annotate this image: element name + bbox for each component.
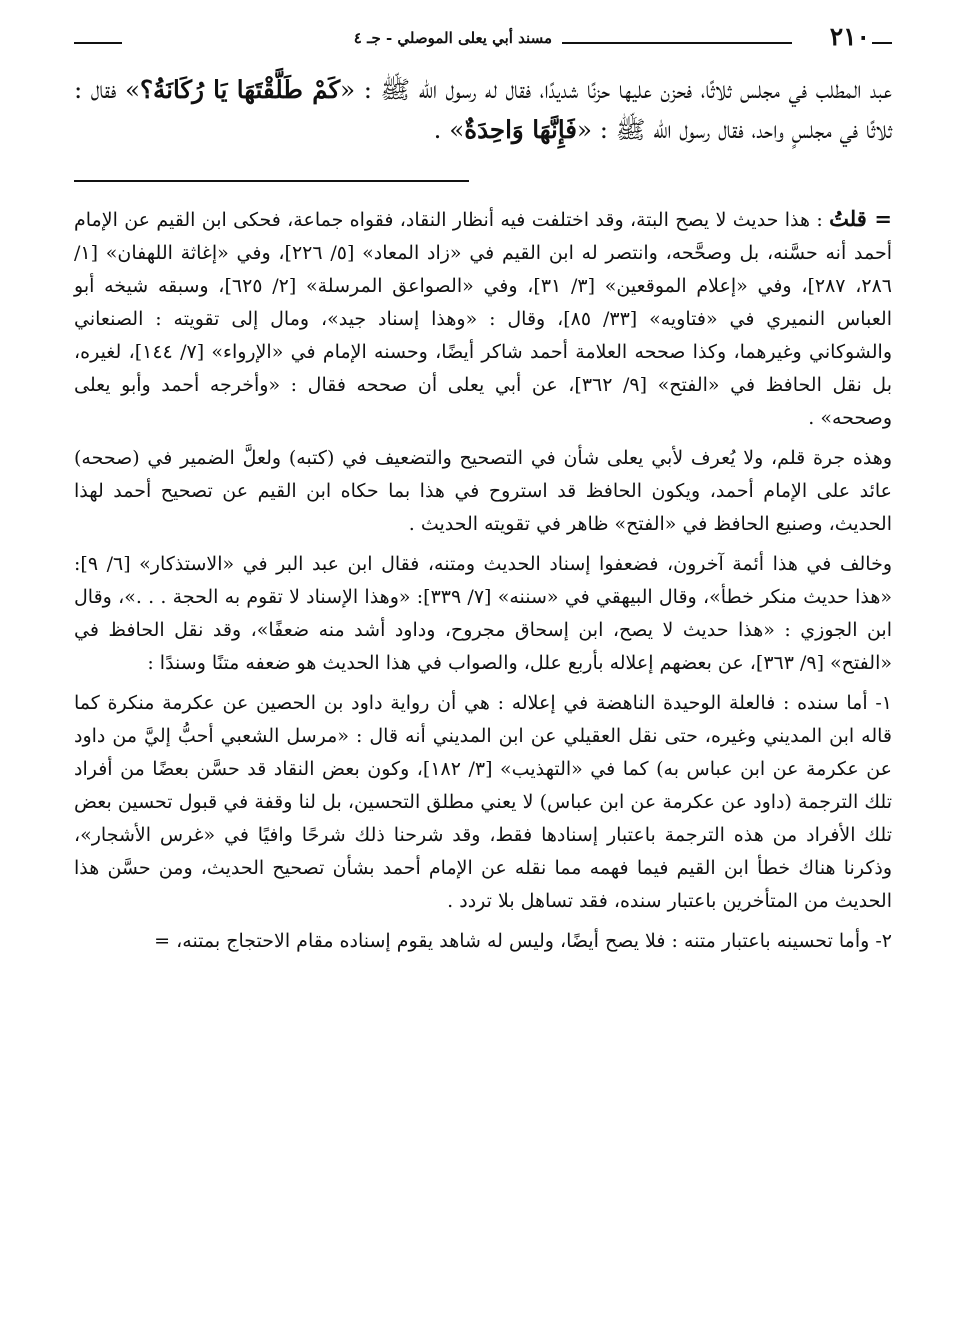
hadith-part-3: » . xyxy=(433,115,465,144)
page-header xyxy=(74,20,892,54)
commentary-paragraph-1-text: : هذا حديث لا يصح البتة، وقد اختلفت فيه أنظار النقاد، فقواه جماعة، فحكى ابن القيم عن الإمام أحمد أنه حسَّنه، بل وصحَّحه، وانتصر له ابن القيم في «زاد المعاد» [٥/ ٢٢٦]، وفي «إغاثة اللهفان» [١/ ٢٨٦، ٢٨٧]، وفي «إعلام الموقعين» [٣/ ٣١]، وفي «الصواعق المرسلة» [٢/ ٦٢٥]، وسبقه شيخه أبو العباس النميري في «فتاويه» [٣٣/ ٨٥]، وقال : «وهذا إسناد جيد»، ومال إلى تقويته : الصنعاني والشوكاني وغيرهما، وكذا صححه العلامة أحمد شاكر أيضًا، وحسنه الإمام في «الإرواء» [٧/ ١٤٤]، لغيره، بل نقل الحافظ في «الفتح» [٩/ ٣٦٢]، عن أبي يعلى أن صححه فقال : «وأخرجه أحمد وأبو يعلى وصححه» . xyxy=(74,209,892,429)
commentary-paragraph-3: وخالف في هذا أئمة آخرون، فضعفوا إسناد الحديث ومتنه، فقال ابن عبد البر في «الاستذكار» [٦/ ٩]: «هذا حديث منكر خطأ»، وقال البيهقي في «سننه» [٧/ ٣٣٩]: «وهذا الإسناد لا تقوم به الحجة . . .»، وقال ابن الجوزي : «هذا حديث لا يصح، ابن إسحاق مجروح، وداود أشد منه ضعفًا»، وقد نقل الحافظ في «الفتح» [٩/ ٣٦٣]، عن بعضهم إعلاله بأربع علل، والصواب في هذا الحديث هو ضعفه متنًا وسندًا : xyxy=(74,553,892,674)
commentary-lead: = قلتُ xyxy=(829,206,893,231)
header-rule-middle xyxy=(562,42,792,44)
commentary xyxy=(74,202,892,965)
hadith-quote-1: كَمْ طَلَّقْتَهَا يَا رُكَانَةُ؟ xyxy=(139,75,341,104)
hadith-part-1: عبد المطلب في مجلس ثلاثًا، فحزن عليها حزنًا شديدًا، فقال له رسول الله ﷺ : « xyxy=(340,75,893,104)
hadith-text xyxy=(74,70,892,150)
commentary-paragraph-1 xyxy=(74,202,892,435)
header-rule-right xyxy=(872,42,892,44)
running-title: مسند أبي يعلى الموصلي - جـ ٤ xyxy=(353,29,552,47)
commentary-paragraph-2: وهذه جرة قلم، ولا يُعرف لأبي يعلى شأن في التصحيح والتضعيف في (كتبه) ولعلَّ الضمير في (صححه) عائد على الإمام أحمد، ويكون الحافظ قد استروح في هذا بما حكاه ابن القيم عن تصحيح أحمد لهذا الحديث، وصنيع الحافظ في «الفتح» ظاهر في تقويته الحديث . xyxy=(74,447,892,535)
book-page xyxy=(74,20,892,1310)
hadith-quote-2: فَإِنَّهَا وَاحِدَةٌ xyxy=(464,115,577,144)
hadith-part-2: » فقال : ثلاثًا في مجلسٍ واحد، فقال رسول الله ﷺ : « xyxy=(74,75,892,144)
commentary-paragraph-5: ٢- وأما تحسينه باعتبار متنه : فلا يصح أيضًا، وليس له شاهد يقوم إسناده مقام الاحتجاج بمتنه، = xyxy=(154,930,892,952)
commentary-paragraph-4: ١- أما سنده : فالعلة الوحيدة الناهضة في إعلاله : هي أن رواية داود بن الحصين عن عكرمة منكرة كما قاله ابن المديني وغيره، حتى نقل العقيلي عن ابن المديني أنه قال : «مرسل الشعبي أحبُّ إليَّ من داود عن عكرمة عن ابن عباس به) كما في «التهذيب» [٣/ ١٨٢]، وكون بعض النقاد قد حسَّن بعضًا من أفراد تلك الترجمة (داود عن عكرمة عن ابن عباس) لا يعني مطلق التحسين، بل لنا وقفة في قبول تحسين بعض تلك الأفراد من هذه الترجمة باعتبار إسنادها فقط، وقد شرحنا ذلك شرحًا وافيًا في «غرس الأشجار»، وذكرنا هناك خطأ ابن القيم فيما فهمه مما نقله عن الإمام أحمد بشأن تصحيح الحديث، ومن حسَّن هذا الحديث من المتأخرين باعتبار سنده، فقد تساهل بلا تردد . xyxy=(74,692,892,912)
page-number: ٢١٠ xyxy=(829,22,870,51)
header-rule-left xyxy=(74,42,122,44)
footnote-separator xyxy=(74,180,469,182)
